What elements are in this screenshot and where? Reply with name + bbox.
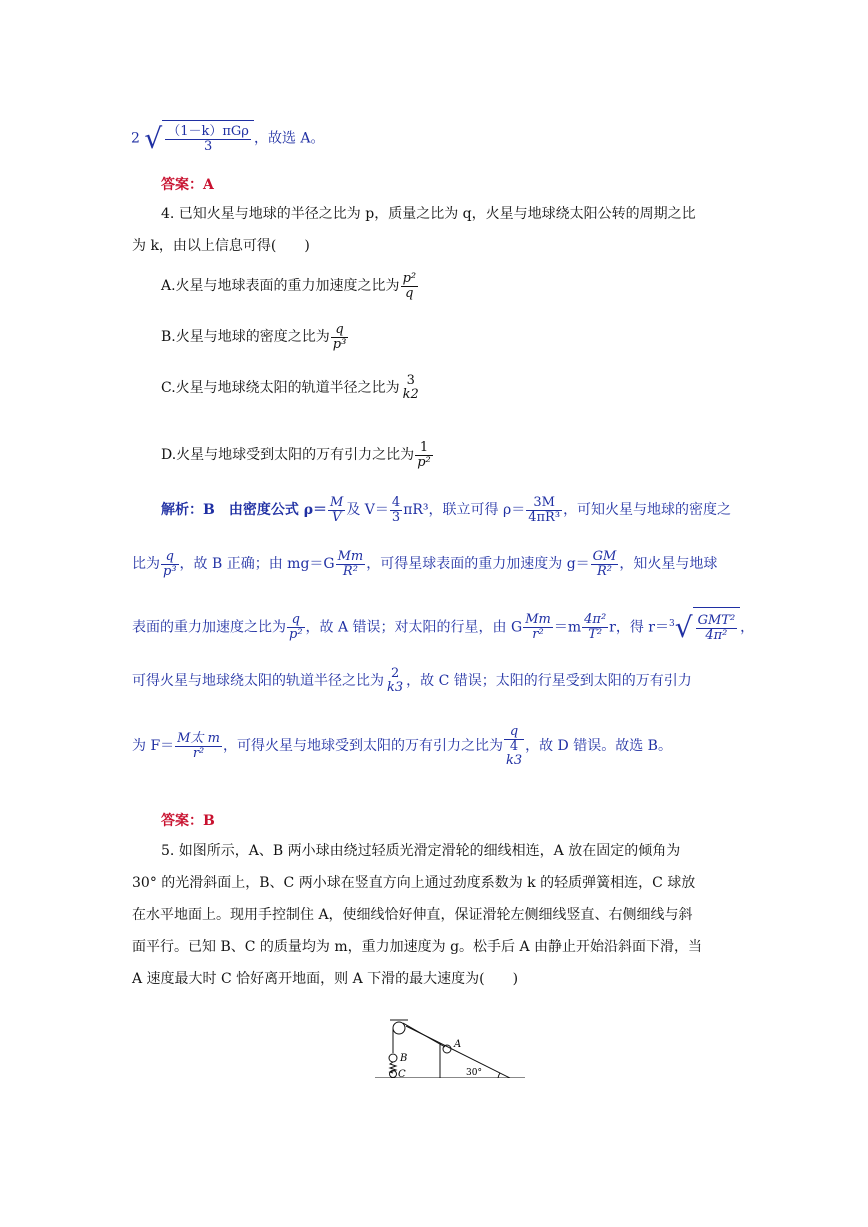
ball-b bbox=[389, 1054, 397, 1062]
solution4-line5: 为 F＝ $\frac{\text{M太 m}}{\text{r²}}$ ，可得火星与地球受到太阳的万有引力之比为 q 4 k3 ，故 D 错误。故选 B。 bbox=[132, 723, 672, 768]
q4-stem-line1: 4. 已知火星与地球的半径之比为 p，质量之比为 q，火星与地球绕太阳公转的周期之比 bbox=[161, 206, 696, 222]
q4-option-d: D.火星与地球受到太阳的万有引力之比为 $\frac{1}{\text{p²}}$ bbox=[161, 439, 431, 470]
label-angle: 30° bbox=[466, 1068, 482, 1078]
label-b: B bbox=[400, 1053, 408, 1064]
q4-option-b: B.火星与地球的密度之比为 $\frac{q}{\text{p³}}$ bbox=[161, 321, 347, 352]
ball-c bbox=[390, 1071, 397, 1078]
q5-line2: 30° 的光滑斜面上，B、C 两小球在竖直方向上通过劲度系数为 k 的轻质弹簧相连，C 球放 bbox=[132, 875, 696, 891]
q4-option-c: C.火星与地球绕太阳的轨道半径之比为 3 k2 bbox=[161, 373, 419, 402]
q4-option-a: A.火星与地球表面的重力加速度之比为 $\frac{\text{p²}}{q}$ bbox=[161, 270, 417, 301]
solution4-line2: 比为 $\frac{q}{\text{p³}}$ ，故 B 正确；由 mg＝G $\frac{Mm}{\text{R²}}$ ，可得星球表面的重力加速度为 g＝ $\frac{GM}{\text{R²}}$ ，知火星与地球 bbox=[132, 548, 718, 579]
answer-3: 答案：A bbox=[161, 177, 214, 193]
q5-line1: 5. 如图所示，A、B 两小球由绕过轻质光滑定滑轮的细线相连，A 放在固定的倾角为 bbox=[161, 843, 681, 859]
pulley bbox=[393, 1022, 405, 1034]
physics-figure bbox=[370, 1018, 530, 1078]
radical-sign: √ bbox=[674, 610, 693, 644]
solution4-line3: 表面的重力加速度之比为 $\frac{q}{\text{p²}}$ ，故 A 错误；对太阳的行星，由 G $\frac{Mm}{\text{r²}}$ ＝m $\frac{\text{4π²}}{\text{T²}}$ r，得 r＝$^3$√ $\frac{\text{GMT²}}{\text{4π²}}$ ， bbox=[132, 604, 754, 648]
label-a: A bbox=[454, 1039, 462, 1050]
solution4-line4: 可得火星与地球绕太阳的轨道半径之比为 2 k3 ，故 C 错误；太阳的行星受到太阳的万有引力 bbox=[132, 666, 692, 695]
q5-line3: 在水平地面上。现用手控制住 A，使细线恰好伸直，保证滑轮左侧细线竖直、右侧细线与斜 bbox=[132, 907, 693, 923]
sqrt-body: $\frac{\text{（1－k）πGρ}}{3}$ bbox=[162, 120, 254, 157]
angle-arc bbox=[498, 1073, 500, 1078]
answer-4: 答案：B bbox=[161, 813, 215, 829]
q5-line4: 面平行。已知 B、C 的质量均为 m，重力加速度为 g。松手后 A 由静止开始沿斜面下滑，当 bbox=[132, 939, 703, 955]
solution4-line1: 解析：B 由密度公式 ρ＝ $\frac{M}{V}$ 及 V＝ $\frac{4}{3}$ πR³，联立可得 ρ＝ $\frac{3M}{\text{4πR³}}$ ，可知火星与地球的密度之 bbox=[161, 494, 732, 525]
solution3-tail: 2 √ $\frac{\text{（1－k）πGρ}}{3}$ ，故选 A。 bbox=[131, 120, 325, 157]
incline-slope bbox=[406, 1026, 510, 1078]
q4-stem-line2: 为 k，由以上信息可得( ) bbox=[132, 238, 310, 254]
radical-sign: √ bbox=[144, 121, 163, 155]
q5-line5: A 速度最大时 C 恰好离开地面，则 A 下滑的最大速度为( ) bbox=[132, 971, 519, 987]
label-c: C bbox=[398, 1069, 406, 1078]
